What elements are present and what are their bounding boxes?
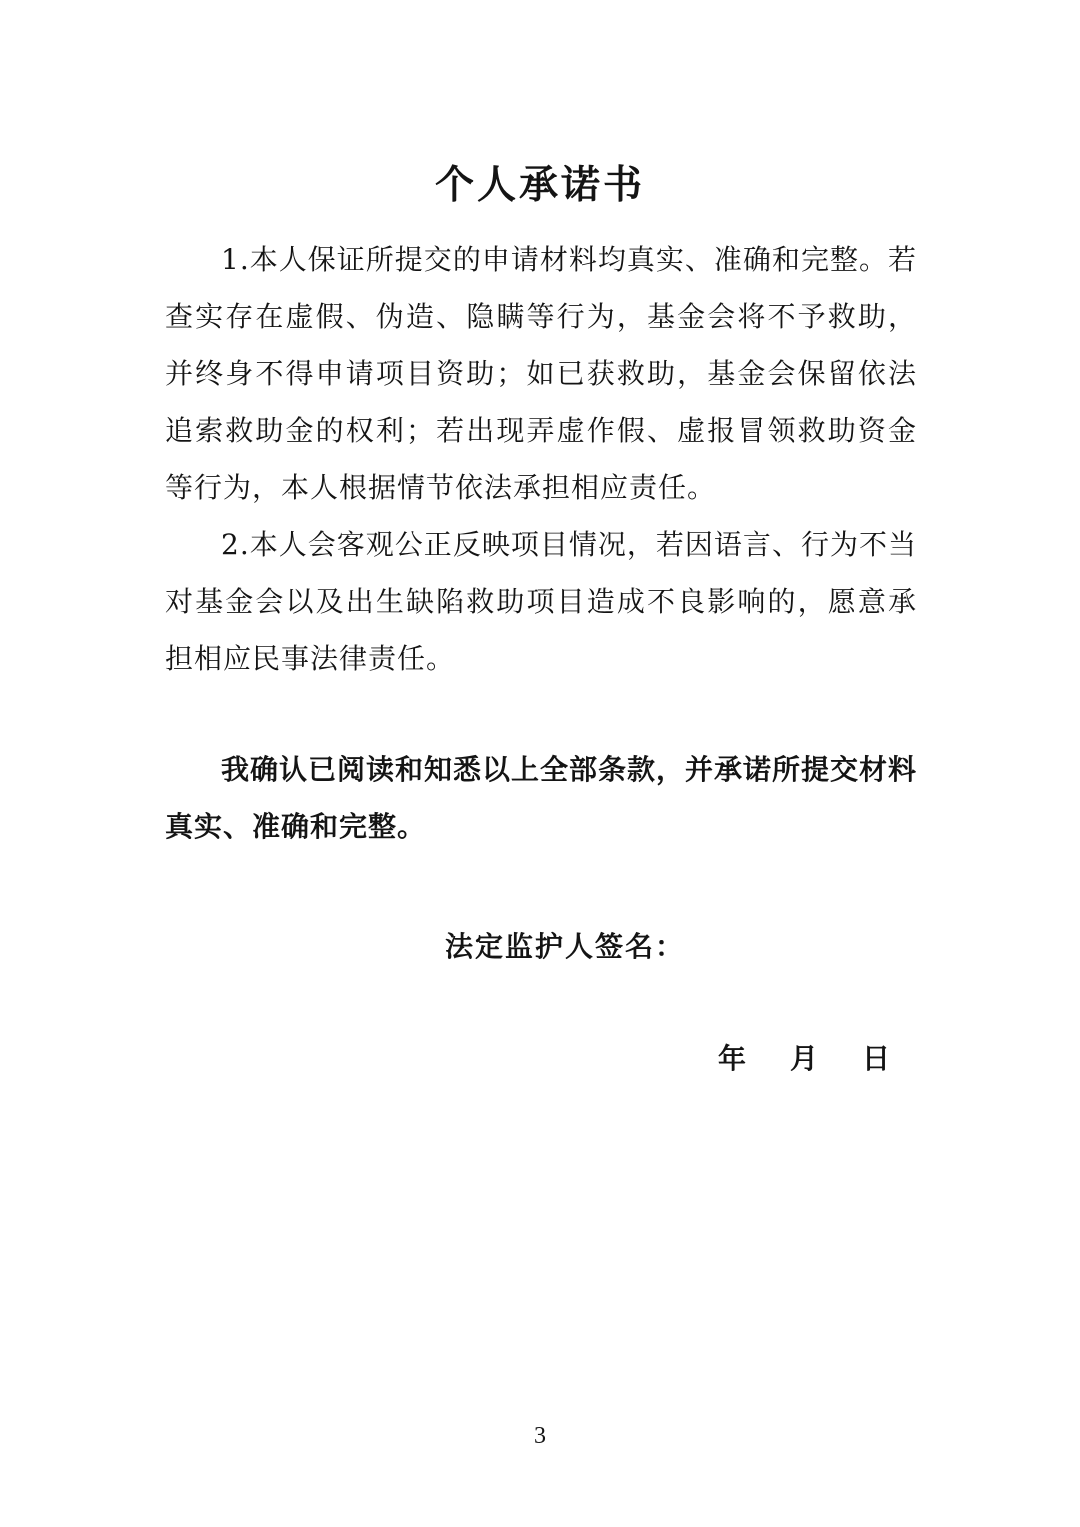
date-day-label: 日	[862, 1042, 891, 1075]
date-year-label: 年	[718, 1042, 747, 1075]
document-title: 个人承诺书	[434, 163, 645, 209]
signature-date	[718, 1030, 890, 1087]
date-month-label: 月	[790, 1042, 819, 1075]
confirmation-statement: 我确认已阅读和知悉以上全部条款，并承诺所提交材料真实、准确和完整。	[165, 753, 918, 843]
page-number: 3	[534, 1423, 546, 1449]
clause-2: 2.本人会客观公正反映项目情况，若因语言、行为不当对基金会以及出生缺陷救助项目造成不良影响的，愿意承担相应民事法律责任。	[165, 528, 917, 675]
guardian-signature-label: 法定监护人签名：	[445, 930, 686, 963]
clause-1: 1.本人保证所提交的申请材料均真实、准确和完整。若查实存在虚假、伪造、隐瞒等行为，基金会将不予救助，并终身不得申请项目资助；如已获救助，基金会保留依法追索救助金的权利；若出现弄虚作假、虚报冒领救助资金等行为，本人根据情节依法承担相应责任。	[165, 243, 917, 504]
